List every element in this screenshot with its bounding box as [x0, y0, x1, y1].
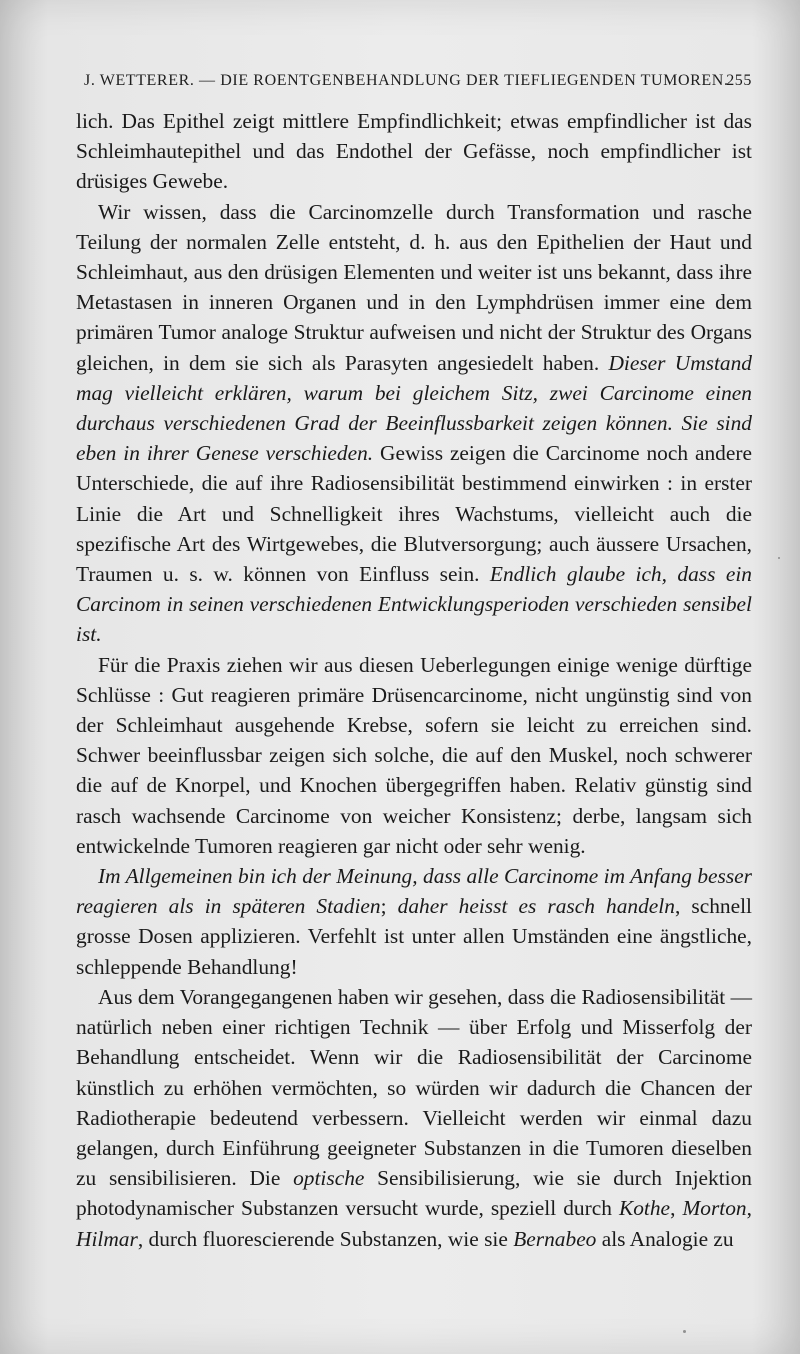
text-run: als Analogie zu [596, 1226, 734, 1251]
text-run: Sensibilisierung, wie sie durch Injektion photodynamischer Substanzen versucht wurde, speziell durch [76, 1166, 752, 1221]
italic-text: optische [293, 1166, 365, 1191]
text-run: , schnell grosse Dosen applizieren. Verfehlt ist unter allen Umständen eine ängstliche, schleppende Behandlung! [76, 894, 752, 979]
text-run: , durch fluorescierende Substanzen, wie sie [137, 1226, 514, 1251]
paragraph [76, 197, 752, 650]
paragraph [76, 106, 752, 197]
text-run: Gewiss zeigen die Carcinome noch andere Unterschiede, die auf ihre Radiosensibilität bestimmend einwirken : in erster Linie die Art und Schnelligkeit ihres Wachstums, vielleicht auch die spezifische Art des Wirtgewebes, die Blutversorgung; auch äussere Ursachen, Traumen u. s. w. können von Einfluss sein. [76, 441, 752, 587]
text-run: lich. Das Epithel zeigt mittlere Empfindlichkeit; etwas empfindlicher ist das Schleimhautepithel und das Endothel der Gefässe, noch empfindlicher ist drüsiges Gewebe. [76, 109, 752, 194]
italic-text: Bernabeo [513, 1226, 597, 1251]
italic-text: Endlich glaube ich, dass ein Carcinom in seinen verschiedenen Entwicklungsperioden verschieden sensibel ist. [76, 562, 752, 647]
text-run: Aus dem Vorangegangenen haben wir gesehen, dass die Radiosensibilität — natürlich neben einer richtigen Technik — über Erfolg und Misserfolg der Behandlung entscheidet. Wenn wir die Radiosensibilität der Carcinome künstlich zu erhöhen vermöchten, so würden wir dadurch die Chancen der Radiotherapie bedeutend verbessern. Vielleicht werden wir einmal dazu gelangen, durch Einführung geeigneter Substanzen in die Tumoren dieselben zu sensibilisieren. Die [76, 984, 752, 1191]
italic-text: Im Allgemeinen bin ich der Meinung, dass alle Carcinome im Anfang besser reagieren als in späteren Stadien [76, 864, 752, 919]
text-run: ; [380, 894, 398, 919]
italic-text: Morton [682, 1196, 747, 1221]
page-header [84, 72, 752, 100]
print-speck [778, 557, 780, 559]
text-run: , [746, 1196, 752, 1221]
page-number: 255 [726, 72, 752, 89]
paragraph [76, 861, 752, 982]
body-text [76, 106, 752, 1254]
text-run: Für die Praxis ziehen wir aus diesen Ueberlegungen einige wenige dürftige Schlüsse : Gut reagieren primäre Drüsencarcinome, nicht ungünstig sind von der Schleimhaut ausgehende Krebse, sofern sie leicht zu erreichen sind. Schwer beeinflussbar zeigen sich solche, die auf den Muskel, noch schwerer die auf de Knorpel, und Knochen übergegriffen haben. Relativ günstig sind rasch wachsende Carcinome von weicher Konsistenz; derbe, langsam sich entwickelnde Tumoren reagieren gar nicht oder sehr wenig. [76, 652, 752, 858]
italic-text: Hilmar [76, 1226, 138, 1251]
running-title: J. WETTERER. — DIE ROENTGENBEHANDLUNG DER TIEFLIEGENDEN TUMOREN. [84, 72, 729, 89]
text-run: , [670, 1196, 683, 1221]
paragraph [76, 982, 752, 1254]
print-speck [683, 1330, 686, 1333]
italic-text: Dieser Umstand mag vielleicht erklären, warum bei gleichem Sitz, zwei Carcinome einen durchaus verschiedenen Grad der Beeinflussbarkeit zeigen können. Sie sind eben in ihrer Genese verschieden. [76, 350, 752, 466]
italic-text: Kothe [618, 1196, 671, 1221]
text-run: Wir wissen, dass die Carcinomzelle durch Transformation und rasche Teilung der normalen Zelle entsteht, d. h. aus den Epithelien der Haut und Schleimhaut, aus den drüsigen Elementen und weiter ist uns bekannt, dass ihre Metastasen in inneren Organen und in den Lymphdrüsen immer eine dem primären Tumor analoge Struktur aufweisen und nicht der Struktur des Organs gleichen, in dem sie sich als Parasyten angesiedelt haben. [76, 199, 752, 375]
italic-text: daher heisst es rasch handeln [397, 894, 675, 919]
paragraph [76, 650, 752, 861]
